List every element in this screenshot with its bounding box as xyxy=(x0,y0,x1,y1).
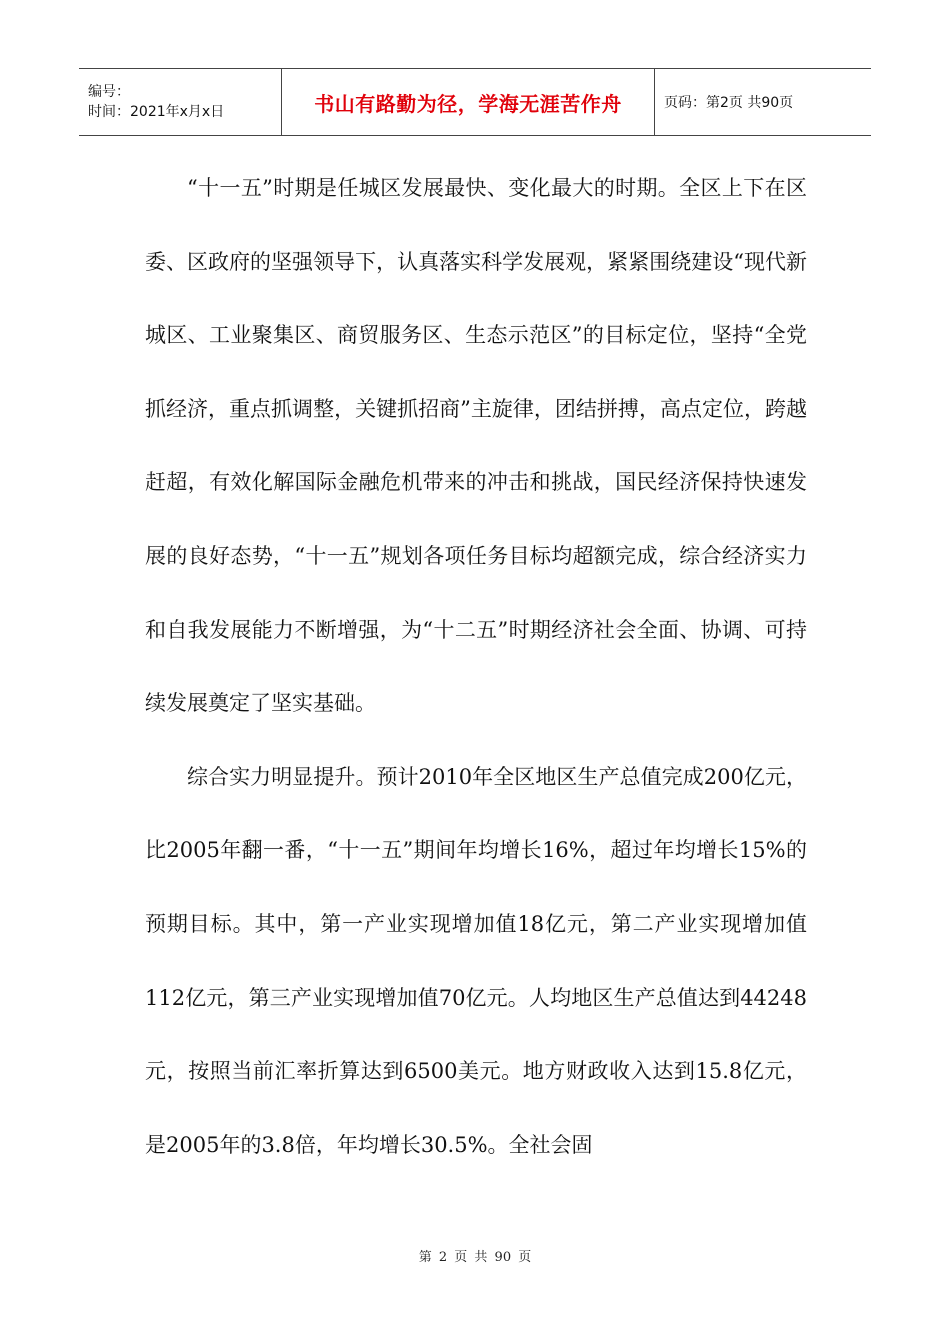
header-motto: 书山有路勤为径，学海无涯苦作舟 xyxy=(314,91,622,116)
header-page-cell xyxy=(655,69,871,135)
document-date-label: 时间：2021年x月x日 xyxy=(88,104,225,120)
body-paragraph-1: “十一五”时期是任城区发展最快、变化最大的时期。全区上下在区委、区政府的坚强领导下，认真落实科学发展观，紧紧围绕建设“现代新城区、工业聚集区、商贸服务区、生态示范区”的目标定位，坚持“全党抓经济，重点抓调整，关键抓招商”主旋律，团结拼搏，高点定位，跨越赶超，有效化解国际金融危机带来的冲击和挑战，国民经济保持快速发展的良好态势，“十一五”规划各项任务目标均超额完成，综合经济实力和自我发展能力不断增强，为“十二五”时期经济社会全面、协调、可持续发展奠定了坚实基础。 xyxy=(145,176,807,716)
document-body xyxy=(145,152,807,1182)
header-meta xyxy=(79,69,281,135)
header-motto-cell xyxy=(281,69,655,135)
header-page-label: 页码：第2页 共90页 xyxy=(664,95,794,111)
document-header xyxy=(79,68,871,136)
body-paragraph-2: 综合实力明显提升。预计2010年全区地区生产总值完成200亿元，比2005年翻一番，“十一五”期间年均增长16%，超过年均增长15%的预期目标。其中，第一产业实现增加值18亿元，第二产业实现增加值112亿元，第三产业实现增加值70亿元。人均地区生产总值达到44248元，按照当前汇率折算达到6500美元。地方财政收入达到15.8亿元，是2005年的3.8倍，年均增长30.5%。全社会固 xyxy=(145,764,807,1157)
document-number-label: 编号： xyxy=(88,84,130,100)
page-footer: 第 2 页 共 90 页 xyxy=(418,1250,532,1265)
